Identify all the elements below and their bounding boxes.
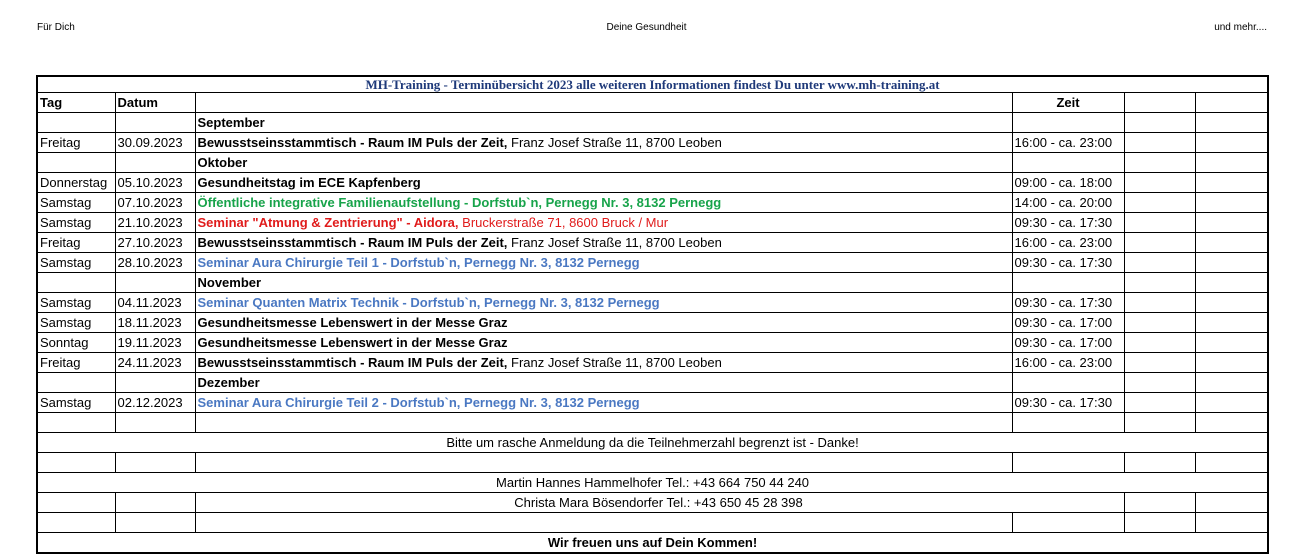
month-dezember: Dezember — [195, 373, 1012, 393]
row-tag: Samstag — [37, 293, 115, 313]
row-tag: Samstag — [37, 193, 115, 213]
row-event-cell — [195, 253, 1012, 273]
table-row — [37, 293, 1268, 313]
row-tag: Freitag — [37, 233, 115, 253]
table-row — [37, 213, 1268, 233]
month-row — [37, 373, 1268, 393]
row-datum: 24.11.2023 — [115, 353, 195, 373]
row-event-cell — [195, 193, 1012, 213]
contact-row — [37, 473, 1268, 493]
month-oktober: Oktober — [195, 153, 1012, 173]
row-zeit: 16:00 - ca. 23:00 — [1012, 233, 1124, 253]
row-event-cell — [195, 313, 1012, 333]
row-event: Bewusstseinsstammtisch - Raum IM Puls der Zeit, — [197, 234, 508, 250]
table-row — [37, 173, 1268, 193]
row-zeit: 09:30 - ca. 17:30 — [1012, 213, 1124, 233]
contact-christa: Christa Mara Bösendorfer Tel.: +43 650 45 28 398 — [195, 493, 1124, 513]
row-event-detail: Franz Josef Straße 11, 8700 Leoben — [507, 234, 722, 250]
row-event-cell — [195, 233, 1012, 253]
header-right-text: und mehr.... — [1214, 22, 1267, 33]
empty-row — [37, 413, 1268, 433]
header-row — [37, 93, 1268, 113]
row-zeit: 14:00 - ca. 20:00 — [1012, 193, 1124, 213]
col-header-tag: Tag — [37, 93, 115, 113]
month-row — [37, 273, 1268, 293]
row-event-detail: Franz Josef Straße 11, 8700 Leoben — [507, 134, 722, 150]
col-header-datum: Datum — [115, 93, 195, 113]
table-row — [37, 233, 1268, 253]
row-datum: 19.11.2023 — [115, 333, 195, 353]
row-datum: 28.10.2023 — [115, 253, 195, 273]
row-event: Öffentliche integrative Familienaufstellung - Dorfstub`n, Pernegg Nr. 3, 8132 Pernegg — [197, 194, 722, 210]
row-tag: Freitag — [37, 353, 115, 373]
row-tag: Samstag — [37, 313, 115, 333]
row-datum: 04.11.2023 — [115, 293, 195, 313]
header-left-text: Für Dich — [37, 22, 75, 33]
row-event-cell — [195, 333, 1012, 353]
row-zeit: 09:30 - ca. 17:30 — [1012, 253, 1124, 273]
row-zeit: 16:00 - ca. 23:00 — [1012, 353, 1124, 373]
row-event: Bewusstseinsstammtisch - Raum IM Puls der Zeit, — [197, 354, 508, 370]
row-event: Seminar Quanten Matrix Technik - Dorfstub`n, Pernegg Nr. 3, 8132 Pernegg — [197, 294, 660, 310]
table-row — [37, 133, 1268, 153]
row-tag: Donnerstag — [37, 173, 115, 193]
row-datum: 18.11.2023 — [115, 313, 195, 333]
contact-row — [37, 493, 1268, 513]
row-event-detail: Franz Josef Straße 11, 8700 Leoben — [507, 354, 722, 370]
row-zeit: 09:30 - ca. 17:30 — [1012, 293, 1124, 313]
table-title: MH-Training - Terminübersicht 2023 alle weiteren Informationen findest Du unter www.mh-training.at — [37, 76, 1268, 93]
row-datum: 02.12.2023 — [115, 393, 195, 413]
row-zeit: 09:00 - ca. 18:00 — [1012, 173, 1124, 193]
row-zeit: 09:30 - ca. 17:30 — [1012, 393, 1124, 413]
row-zeit: 09:30 - ca. 17:00 — [1012, 313, 1124, 333]
registration-notice: Bitte um rasche Anmeldung da die Teilnehmerzahl begrenzt ist - Danke! — [37, 433, 1268, 453]
row-event-cell — [195, 393, 1012, 413]
row-event: Gesundheitsmesse Lebenswert in der Messe Graz — [197, 314, 508, 330]
row-event-cell — [195, 173, 1012, 193]
row-datum: 27.10.2023 — [115, 233, 195, 253]
row-datum: 21.10.2023 — [115, 213, 195, 233]
row-event: Gesundheitsmesse Lebenswert in der Messe Graz — [197, 334, 508, 350]
row-zeit: 16:00 - ca. 23:00 — [1012, 133, 1124, 153]
closing-row — [37, 533, 1268, 554]
row-tag: Sonntag — [37, 333, 115, 353]
table-row — [37, 393, 1268, 413]
header-center-text: Deine Gesundheit — [606, 22, 687, 33]
row-tag: Samstag — [37, 253, 115, 273]
empty-row — [37, 513, 1268, 533]
row-event-cell — [195, 293, 1012, 313]
month-row — [37, 113, 1268, 133]
contact-martin: Martin Hannes Hammelhofer Tel.: +43 664 750 44 240 — [37, 473, 1268, 493]
table-row — [37, 313, 1268, 333]
row-event: Bewusstseinsstammtisch - Raum IM Puls der Zeit, — [197, 134, 508, 150]
row-tag: Samstag — [37, 393, 115, 413]
table-row — [37, 353, 1268, 373]
row-datum: 05.10.2023 — [115, 173, 195, 193]
schedule-table — [36, 75, 1269, 554]
table-row — [37, 333, 1268, 353]
row-tag: Samstag — [37, 213, 115, 233]
month-row — [37, 153, 1268, 173]
notice-row — [37, 433, 1268, 453]
col-header-zeit: Zeit — [1012, 93, 1124, 113]
row-event: Seminar "Atmung & Zentrierung" - Aidora, — [197, 214, 459, 230]
row-event-cell — [195, 133, 1012, 153]
row-event-detail: Bruckerstraße 71, 8600 Bruck / Mur — [458, 214, 669, 230]
row-zeit: 09:30 - ca. 17:00 — [1012, 333, 1124, 353]
row-event-cell — [195, 353, 1012, 373]
row-event: Gesundheitstag im ECE Kapfenberg — [197, 174, 421, 190]
row-event-cell — [195, 213, 1012, 233]
closing-text: Wir freuen uns auf Dein Kommen! — [37, 533, 1268, 554]
table-row — [37, 253, 1268, 273]
month-september: September — [195, 113, 1012, 133]
row-datum: 30.09.2023 — [115, 133, 195, 153]
table-title-row — [37, 76, 1268, 93]
row-event: Seminar Aura Chirurgie Teil 1 - Dorfstub`n, Pernegg Nr. 3, 8132 Pernegg — [197, 254, 640, 270]
row-event: Seminar Aura Chirurgie Teil 2 - Dorfstub`n, Pernegg Nr. 3, 8132 Pernegg — [197, 394, 640, 410]
month-november: November — [195, 273, 1012, 293]
empty-row — [37, 453, 1268, 473]
row-tag: Freitag — [37, 133, 115, 153]
row-datum: 07.10.2023 — [115, 193, 195, 213]
table-row — [37, 193, 1268, 213]
